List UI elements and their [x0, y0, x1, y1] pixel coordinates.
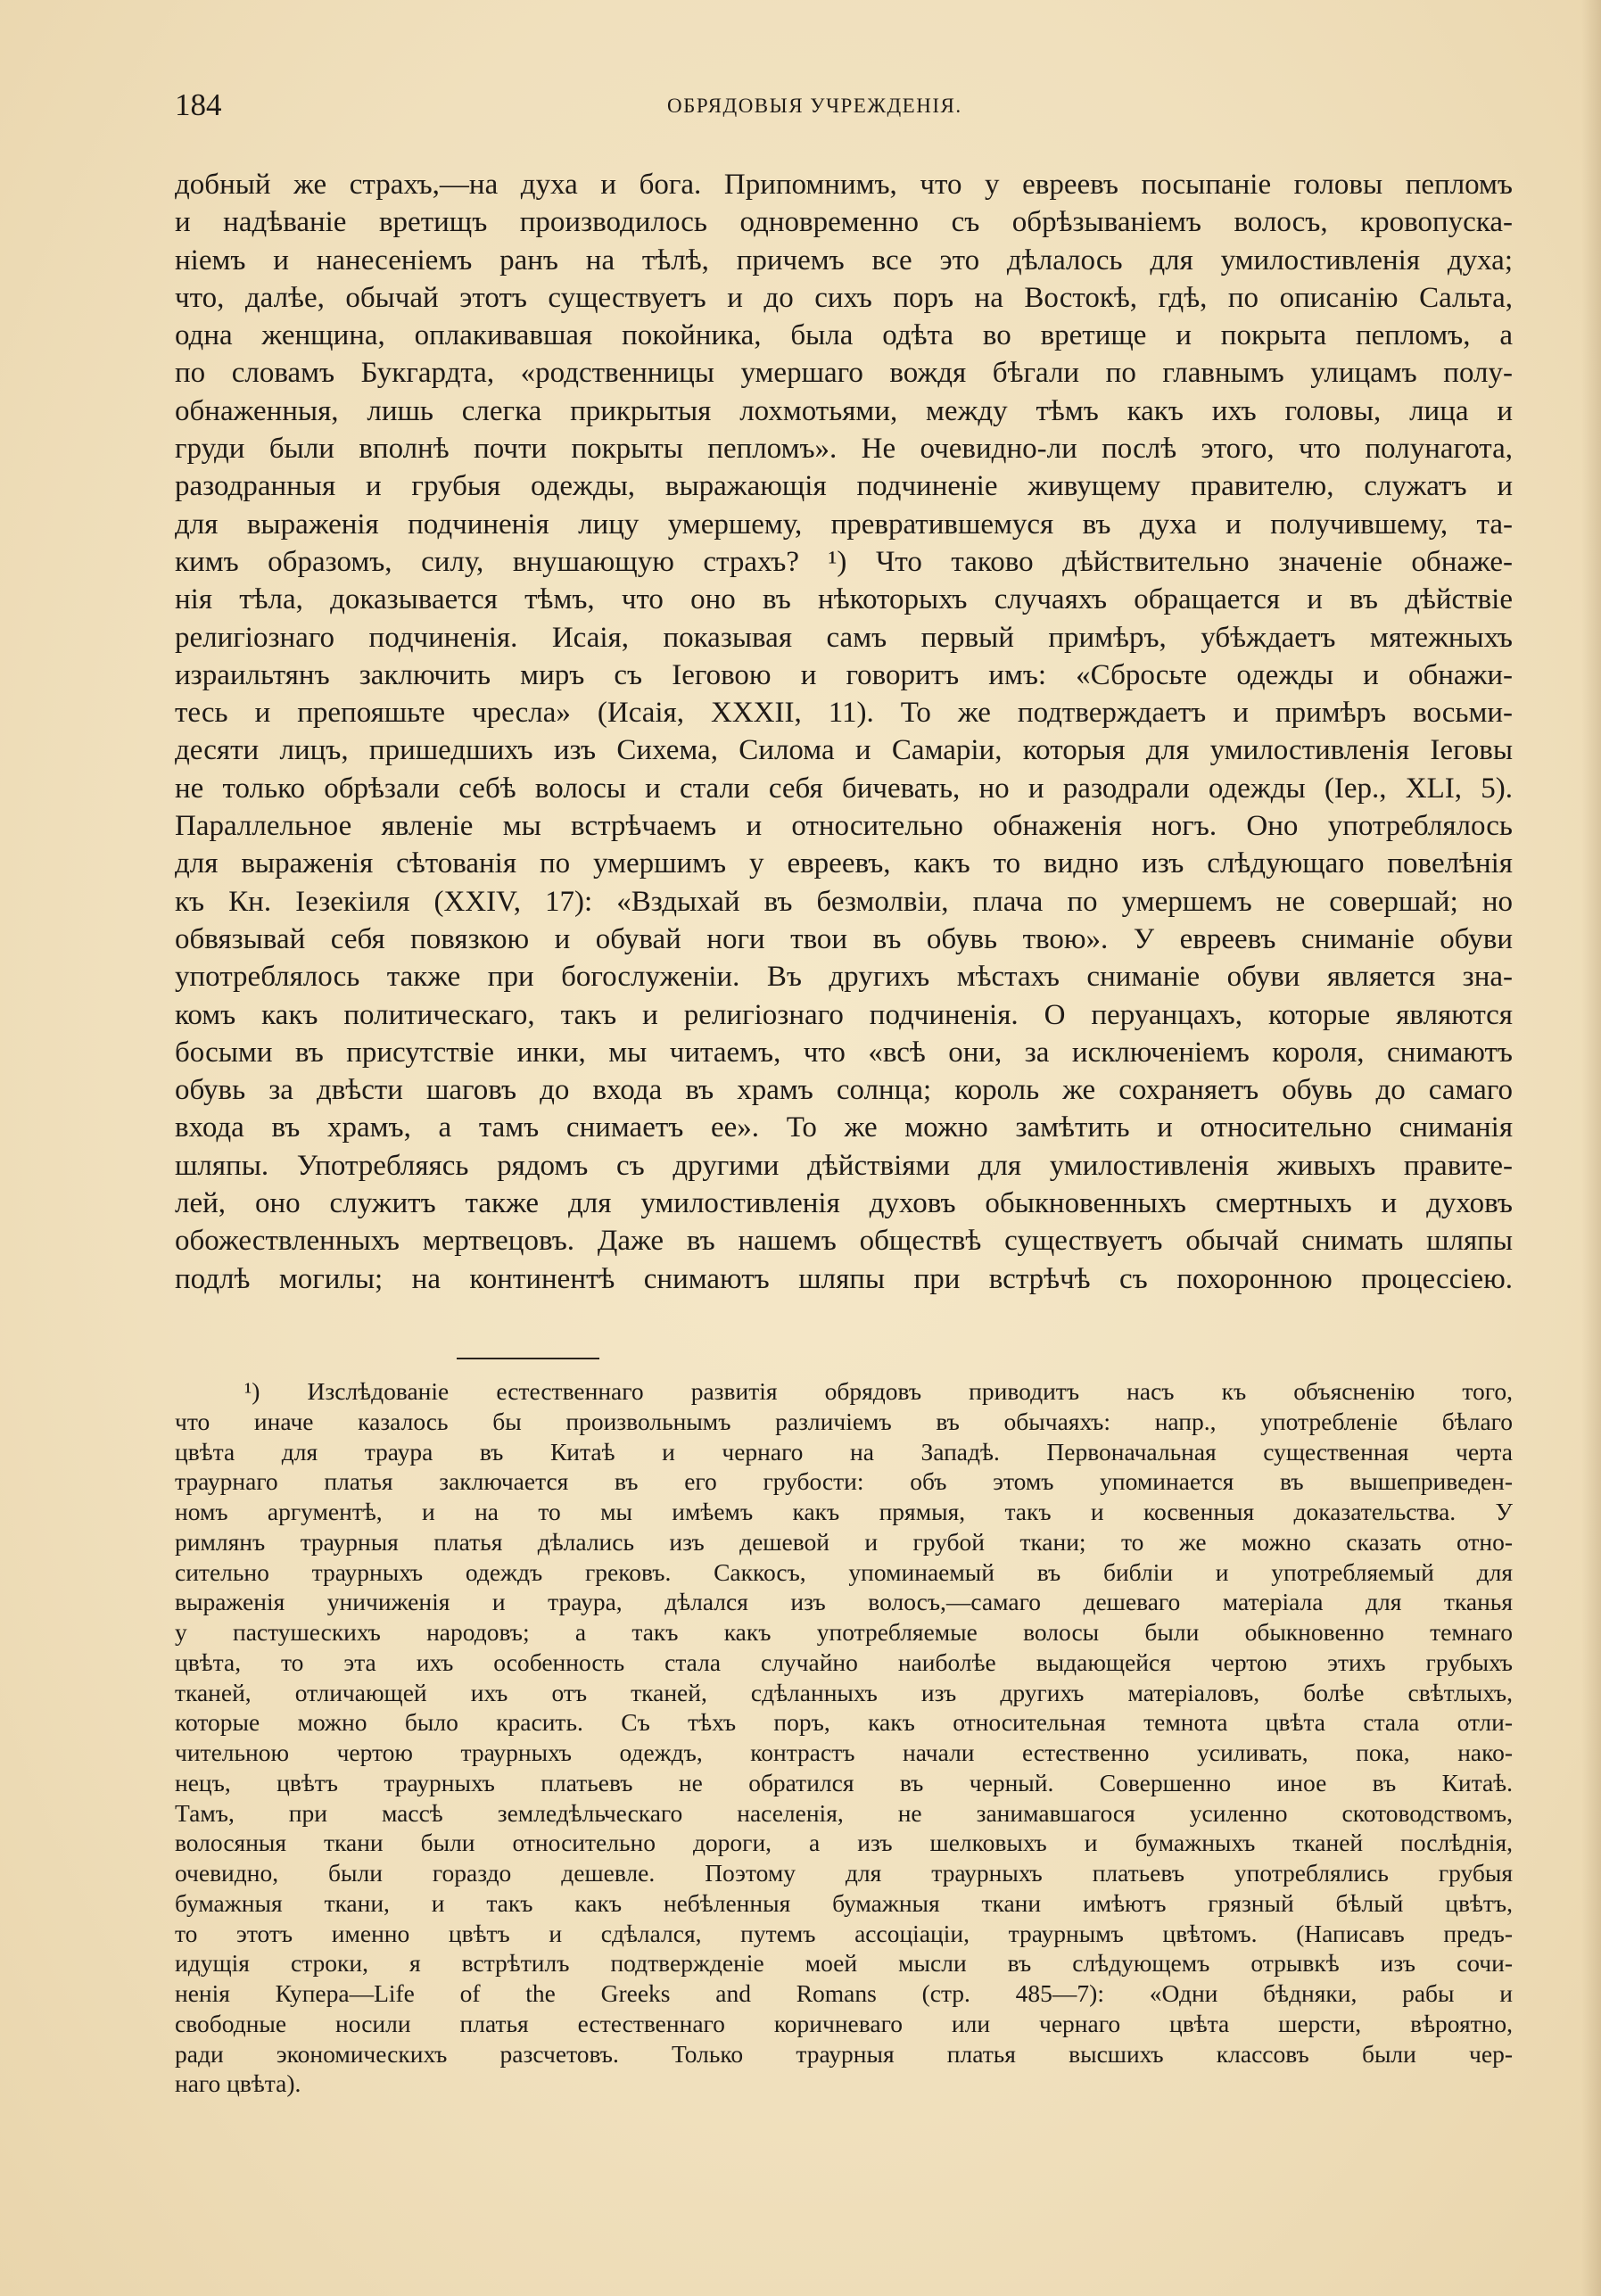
- body-line: груди были вполнѣ почти покрыты пепломъ». Не очевидно-ли послѣ этого, что полунагота,: [175, 433, 1513, 466]
- footnote-line: номъ аргументѣ, и на то мы имѣемъ какъ прямыя, такъ и косвенныя доказательства. У: [175, 1498, 1513, 1525]
- footnote-line: очевидно, были гораздо дешевле. Поэтому для траурныхъ платьевъ употреблялись грубыя: [175, 1859, 1513, 1887]
- footnote-separator: [457, 1358, 599, 1359]
- footnote-line: чительною чертою траурныхъ одеждъ, контрастъ начали естественно усиливать, пока, нако-: [175, 1739, 1513, 1766]
- body-line: для выраженія подчиненія лицу умершему, превратившемуся въ духа и получившему, та-: [175, 508, 1513, 541]
- body-line: религіознаго подчиненія. Исаія, показывая самъ первый примѣръ, убѣждаетъ мятежныхъ: [175, 621, 1513, 654]
- footnote-line: нецъ, цвѣтъ траурныхъ платьевъ не обратился въ черный. Совершенно иное въ Китаѣ.: [175, 1768, 1513, 1796]
- page-header: [175, 86, 1513, 127]
- footnote-line: ¹) Изслѣдованіе естественнаго развитія обрядовъ приводитъ насъ къ объясненію того,: [244, 1377, 1513, 1405]
- footnote-line: у пастушескихъ народовъ; а такъ какъ употребляемые волосы были обыкновенно темнаго: [175, 1618, 1513, 1646]
- running-title: ОБРЯДОВЫЯ УЧРЕЖДЕНІЯ.: [667, 95, 962, 117]
- body-line: босыми въ присутствіе инки, мы читаемъ, что «всѣ они, за исключеніемъ короля, снимаютъ: [175, 1036, 1513, 1069]
- body-line: нія тѣла, доказывается тѣмъ, что оно въ нѣкоторыхъ случаяхъ обращается и въ дѣйствіе: [175, 583, 1513, 616]
- body-line: разодранныя и грубыя одежды, выражающія подчиненіе живущему правителю, служатъ и: [175, 470, 1513, 503]
- footnote-line: цвѣта, то эта ихъ особенность стала случайно наиболѣе выдающейся чертою этихъ грубыхъ: [175, 1648, 1513, 1676]
- body-line: лей, оно служитъ также для умилостивленія духовъ обыкновенныхъ смертныхъ и духовъ: [175, 1187, 1513, 1220]
- footnote-line: траурнаго платья заключается въ его грубости: объ этомъ упоминается въ вышеприведен-: [175, 1467, 1513, 1496]
- body-line: не только обрѣзали себѣ волосы и стали себя бичевать, но и разодрали одежды (Іер., XLI, 5).: [175, 772, 1513, 805]
- footnote-line: то этотъ именно цвѣтъ и сдѣлался, путемъ ассоціаціи, траурнымъ цвѣтомъ. (Написавъ предъ-: [175, 1919, 1513, 1947]
- body-line: употреблялось также при богослуженіи. Въ другихъ мѣстахъ сниманіе обуви является зна-: [175, 961, 1513, 994]
- footnote-line: Тамъ, при массѣ земледѣльческаго населенія, не занимавшагося усиленно скотоводствомъ,: [175, 1798, 1513, 1827]
- body-line: для выраженія сѣтованія по умершимъ у евреевъ, какъ то видно изъ слѣдующаго повелѣнія: [175, 847, 1513, 880]
- body-line: ніемъ и нанесеніемъ ранъ на тѣлѣ, причемъ все это дѣлалось для умилостивленія духа;: [175, 244, 1513, 277]
- body-line: комъ какъ политическаго, такъ и религіознаго подчиненія. О перуанцахъ, которые являются: [175, 998, 1513, 1031]
- body-line: десяти лицъ, пришедшихъ изъ Сихема, Силома и Самаріи, которыя для умилостивленія Іеговы: [175, 734, 1513, 767]
- body-line: шляпы. Употребляясь рядомъ съ другими дѣйствіями для умилостивленія живыхъ правите-: [175, 1149, 1513, 1182]
- footnote-line: идущія строки, я встрѣтилъ подтвержденіе моей мысли въ слѣдующемъ отрывкѣ изъ сочи-: [175, 1949, 1513, 1978]
- body-line: подлѣ могилы; на континентѣ снимаютъ шляпы при встрѣчѣ съ похоронною процессіею.: [175, 1262, 1513, 1295]
- body-line: израильтянъ заключить миръ съ Іеговою и говоритъ имъ: «Сбросьте одежды и обнажи-: [175, 658, 1513, 691]
- footnote-line: свободные носили платья естественнаго коричневаго или чернаго цвѣта шерсти, вѣроятно,: [175, 2009, 1513, 2037]
- footnote-line: цвѣта для траура въ Китаѣ и чернаго на Западѣ. Первоначальная существенная черта: [175, 1437, 1513, 1466]
- page-number: 184: [175, 87, 222, 122]
- footnote-line: наго цвѣта).: [175, 2069, 301, 2098]
- body-line: обвязывай себя повязкою и обувай ноги твои въ обувь твою». У евреевъ сниманіе обуви: [175, 922, 1513, 955]
- body-line: одна женщина, оплакивавшая покойника, была одѣта во вретище и покрыта пепломъ, а: [175, 319, 1513, 352]
- body-line: добный же страхъ,—на духа и бога. Припомнимъ, что у евреевъ посыпаніе головы пепломъ: [175, 169, 1513, 201]
- footnote-line: которые можно было красить. Съ тѣхъ поръ, какъ относительная темнота цвѣта стала отли-: [175, 1708, 1513, 1737]
- body-line: обувь за двѣсти шаговъ до входа въ храмъ солнца; король же сохраняетъ обувь до самаго: [175, 1074, 1513, 1107]
- page-edge-shadow: [1581, 0, 1601, 2296]
- body-line: Параллельное явленіе мы встрѣчаемъ и относительно обнаженія ногъ. Оно употреблялось: [175, 810, 1513, 843]
- footnote-line: что иначе казалось бы произвольнымъ различіемъ въ обычаяхъ: напр., употребленіе бѣлаго: [175, 1407, 1513, 1435]
- footnote-line: бумажныя ткани, и такъ какъ небѣленныя бумажныя ткани имѣютъ грязный бѣлый цвѣтъ,: [175, 1888, 1513, 1917]
- footnote-line: сительно траурныхъ одеждъ грековъ. Саккосъ, упоминаемый въ библіи и употребляемый для: [175, 1557, 1513, 1586]
- body-line: входа въ храмъ, а тамъ снимаетъ ее». То же можно замѣтить и относительно сниманія: [175, 1111, 1513, 1144]
- footnote-line: римлянъ траурныя платья дѣлались изъ дешевой и грубой ткани; то же можно сказать отно-: [175, 1527, 1513, 1556]
- body-line: обожествленныхъ мертвецовъ. Даже въ нашемъ обществѣ существуетъ обычай снимать шляпы: [175, 1225, 1513, 1258]
- body-line: и надѣваніе вретищъ производилось одновременно съ обрѣзываніемъ волосъ, кровопуска-: [175, 206, 1513, 239]
- footnote-line: ради экономическихъ разсчетовъ. Только траурныя платья высшихъ классовъ были чер-: [175, 2039, 1513, 2068]
- footnote-line: волосяныя ткани были относительно дороги, а изъ шелковыхъ и бумажныхъ тканей послѣднія,: [175, 1829, 1513, 1857]
- body-line: что, далѣе, обычай этотъ существуетъ и до сихъ поръ на Востокѣ, гдѣ, по описанію Сальта,: [175, 281, 1513, 314]
- footnote-line: тканей, отличающей ихъ отъ тканей, сдѣланныхъ изъ другихъ матеріаловъ, болѣе свѣтлыхъ,: [175, 1678, 1513, 1706]
- body-text: [175, 166, 1513, 1298]
- body-line: тесь и препояшьте чресла» (Исаія, XXXII, 11). То же подтверждаетъ и примѣръ восьми-: [175, 697, 1513, 730]
- body-line: къ Кн. Іезекіиля (XXIV, 17): «Вздыхай въ безмолвіи, плача по умершемъ не совершай; но: [175, 885, 1513, 918]
- body-line: обнаженныя, лишь слегка прикрытыя лохмотьями, между тѣмъ какъ ихъ головы, лица и: [175, 394, 1513, 427]
- footnote-line: ненія Купера—Life of the Greeks and Romans (стр. 485—7): «Одни бѣдняки, рабы и: [175, 1979, 1513, 2007]
- body-line: кимъ образомъ, силу, внушающую страхъ? ¹) Что таково дѣйствительно значеніе обнаже-: [175, 545, 1513, 578]
- footnote: [175, 1376, 1513, 2099]
- footnote-line: выраженія уничиженія и траура, дѣлался изъ волосъ,—самаго дешеваго матеріала для тканья: [175, 1588, 1513, 1616]
- body-line: по словамъ Букгардта, «родственницы умершаго вождя бѣгали по главнымъ улицамъ полу-: [175, 357, 1513, 390]
